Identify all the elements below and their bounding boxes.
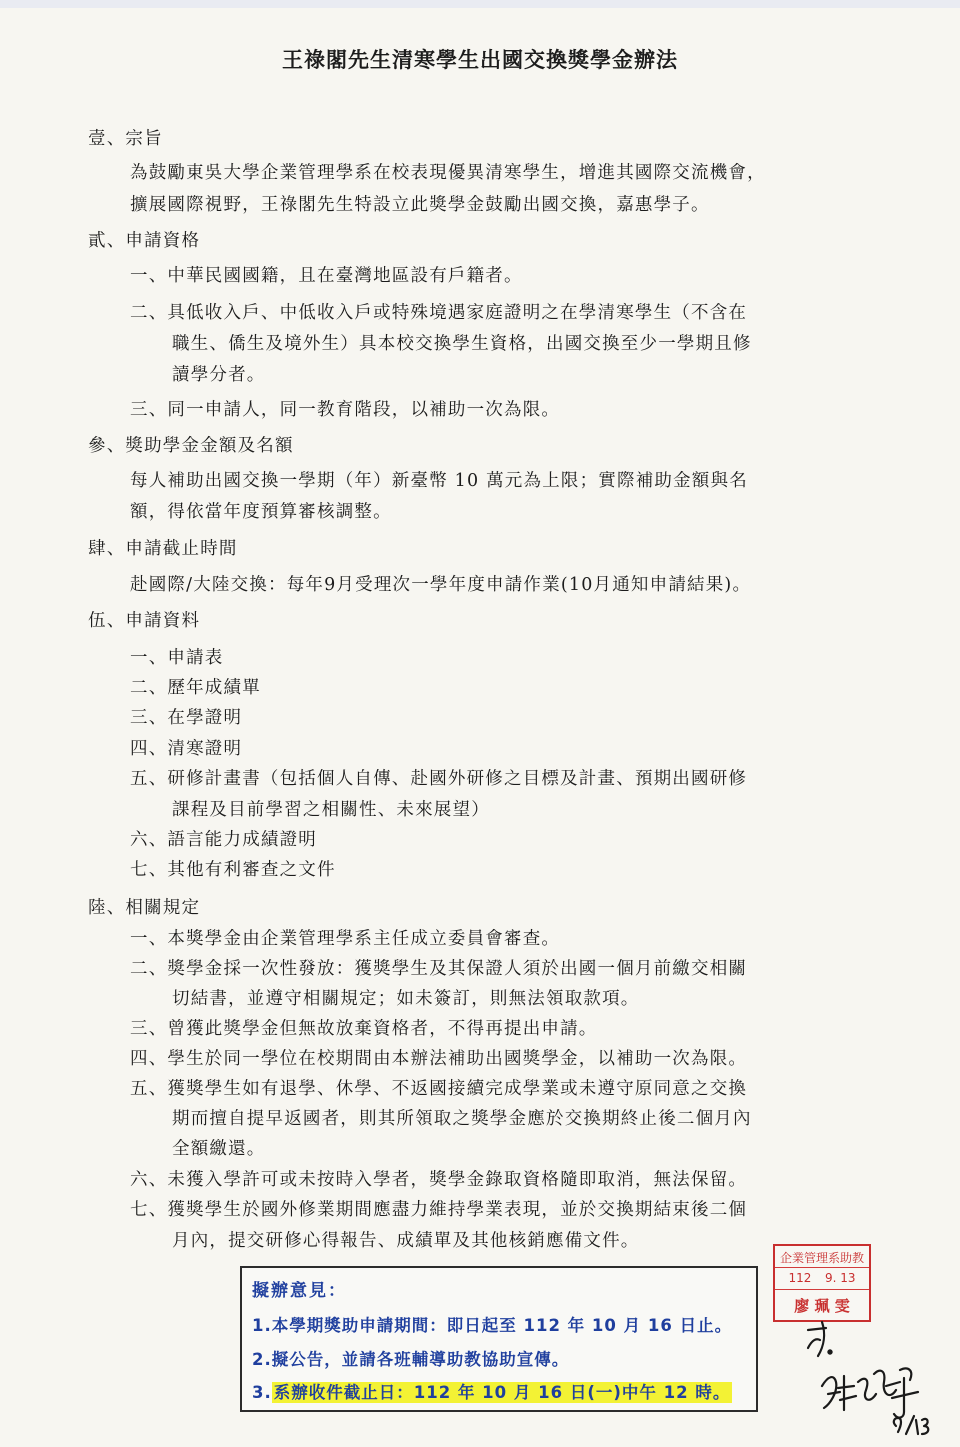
section-6-item-5-line-2: 期而擅自提早返國者，則其所領取之獎學金應於交換期終止後二個月內 — [172, 1109, 752, 1129]
section-6-item-6: 六、未獲入學許可或未按時入學者，獎學金錄取資格隨即取消，無法保留。 — [130, 1170, 748, 1190]
opinion-line-3-highlighted: 系辦收件截止日：112 年 10 月 16 日(一)中午 12 時。 — [273, 1383, 731, 1402]
stamp-date-month-day: 9. 13 — [825, 1271, 856, 1285]
section-6-item-5-line-3: 全額繳還。 — [172, 1139, 266, 1159]
section-2-heading: 貳、申請資格 — [88, 231, 201, 251]
proposed-opinion-box — [240, 1266, 758, 1412]
section-5-item-3: 三、在學證明 — [130, 708, 243, 728]
section-2-item-2-line-1: 二、具低收入戶、中低收入戶或特殊境遇家庭證明之在學清寒學生（不含在 — [130, 303, 748, 323]
section-3-paragraph-line-2: 額，得依當年度預算審核調整。 — [130, 502, 392, 522]
opinion-line-2: 2.擬公告，並請各班輔導助教協助宣傳。 — [252, 1350, 570, 1369]
section-6-item-2-line-2: 切結書，並遵守相關規定；如未簽訂，則無法領取款項。 — [172, 989, 640, 1009]
section-3-paragraph-line-1: 每人補助出國交換一學期（年）新臺幣 10 萬元為上限；實際補助金額與名 — [130, 471, 748, 491]
section-2-item-1: 一、中華民國國籍，且在臺灣地區設有戶籍者。 — [130, 266, 523, 286]
opinion-line-3 — [252, 1379, 732, 1403]
section-6-item-2-line-1: 二、獎學金採一次性發放：獲獎學生及其保證人須於出國一個月前繳交相關 — [130, 959, 748, 979]
section-5-item-4: 四、清寒證明 — [130, 739, 243, 759]
stamp-date — [775, 1271, 869, 1285]
section-2-item-3: 三、同一申請人，同一教育階段，以補助一次為限。 — [130, 400, 561, 420]
section-5-item-5-line-1: 五、研修計畫書（包括個人自傳、赴國外研修之目標及計畫、預期出國研修 — [130, 769, 748, 789]
section-1-paragraph-line-1: 為鼓勵東吳大學企業管理學系在校表現優異清寒學生，增進其國際交流機會， — [130, 163, 766, 183]
stamp-divider-top — [775, 1267, 869, 1268]
section-5-item-7: 七、其他有利審查之文件 — [130, 860, 336, 880]
section-5-item-5-line-2: 課程及目前學習之相關性、未來展望） — [172, 800, 490, 820]
section-5-item-6: 六、語言能力成績證明 — [130, 830, 317, 850]
stamp-date-year: 112 — [788, 1271, 812, 1285]
section-6-item-4: 四、學生於同一學位在校期間由本辦法補助出國獎學金，以補助一次為限。 — [130, 1049, 748, 1069]
section-6-item-5-line-1: 五、獲獎學生如有退學、休學、不返國接續完成學業或未遵守原同意之交換 — [130, 1079, 748, 1099]
stamp-org: 企業管理系助教 — [779, 1251, 864, 1265]
section-6-heading: 陸、相關規定 — [88, 898, 201, 918]
section-6-item-7-line-2: 月內，提交研修心得報告、成績單及其他核銷應備文件。 — [172, 1231, 640, 1251]
section-4-paragraph: 赴國際/大陸交換：每年9月受理次一學年度申請作業(10月通知申請結果)。 — [130, 575, 752, 595]
section-6-item-7-line-1: 七、獲獎學生於國外修業期間應盡力維持學業表現，並於交換期結束後二個 — [130, 1200, 748, 1220]
document-title: 王祿閣先生清寒學生出國交換獎學金辦法 — [282, 48, 678, 72]
section-5-item-2: 二、歷年成績單 — [130, 678, 261, 698]
section-1-paragraph-line-2: 擴展國際視野，王祿閣先生特設立此獎學金鼓勵出國交換，嘉惠學子。 — [130, 195, 710, 215]
opinion-title: 擬辦意見： — [252, 1281, 347, 1301]
stamp-name: 廖 珮 雯 — [794, 1297, 850, 1315]
section-2-item-2-line-2: 職生、僑生及境外生）具本校交換學生資格，出國交換至少一學期且修 — [172, 334, 752, 354]
page-top-edge — [0, 0, 960, 8]
section-1-heading: 壹、宗旨 — [88, 129, 163, 149]
opinion-line-3-number: 3. — [252, 1383, 272, 1402]
section-6-item-3: 三、曾獲此獎學金但無故放棄資格者，不得再提出申請。 — [130, 1019, 598, 1039]
section-4-heading: 肆、申請截止時間 — [88, 539, 238, 559]
handwritten-signature — [800, 1290, 940, 1440]
section-6-item-1: 一、本獎學金由企業管理學系主任成立委員會審查。 — [130, 929, 561, 949]
section-2-item-2-line-3: 讀學分者。 — [172, 365, 266, 385]
opinion-line-1: 1.本學期獎助申請期間：即日起至 112 年 10 月 16 日止。 — [252, 1316, 733, 1335]
section-5-item-1: 一、申請表 — [130, 648, 224, 668]
section-3-heading: 參、獎助學金金額及名額 — [88, 436, 294, 456]
section-5-heading: 伍、申請資料 — [88, 611, 201, 631]
